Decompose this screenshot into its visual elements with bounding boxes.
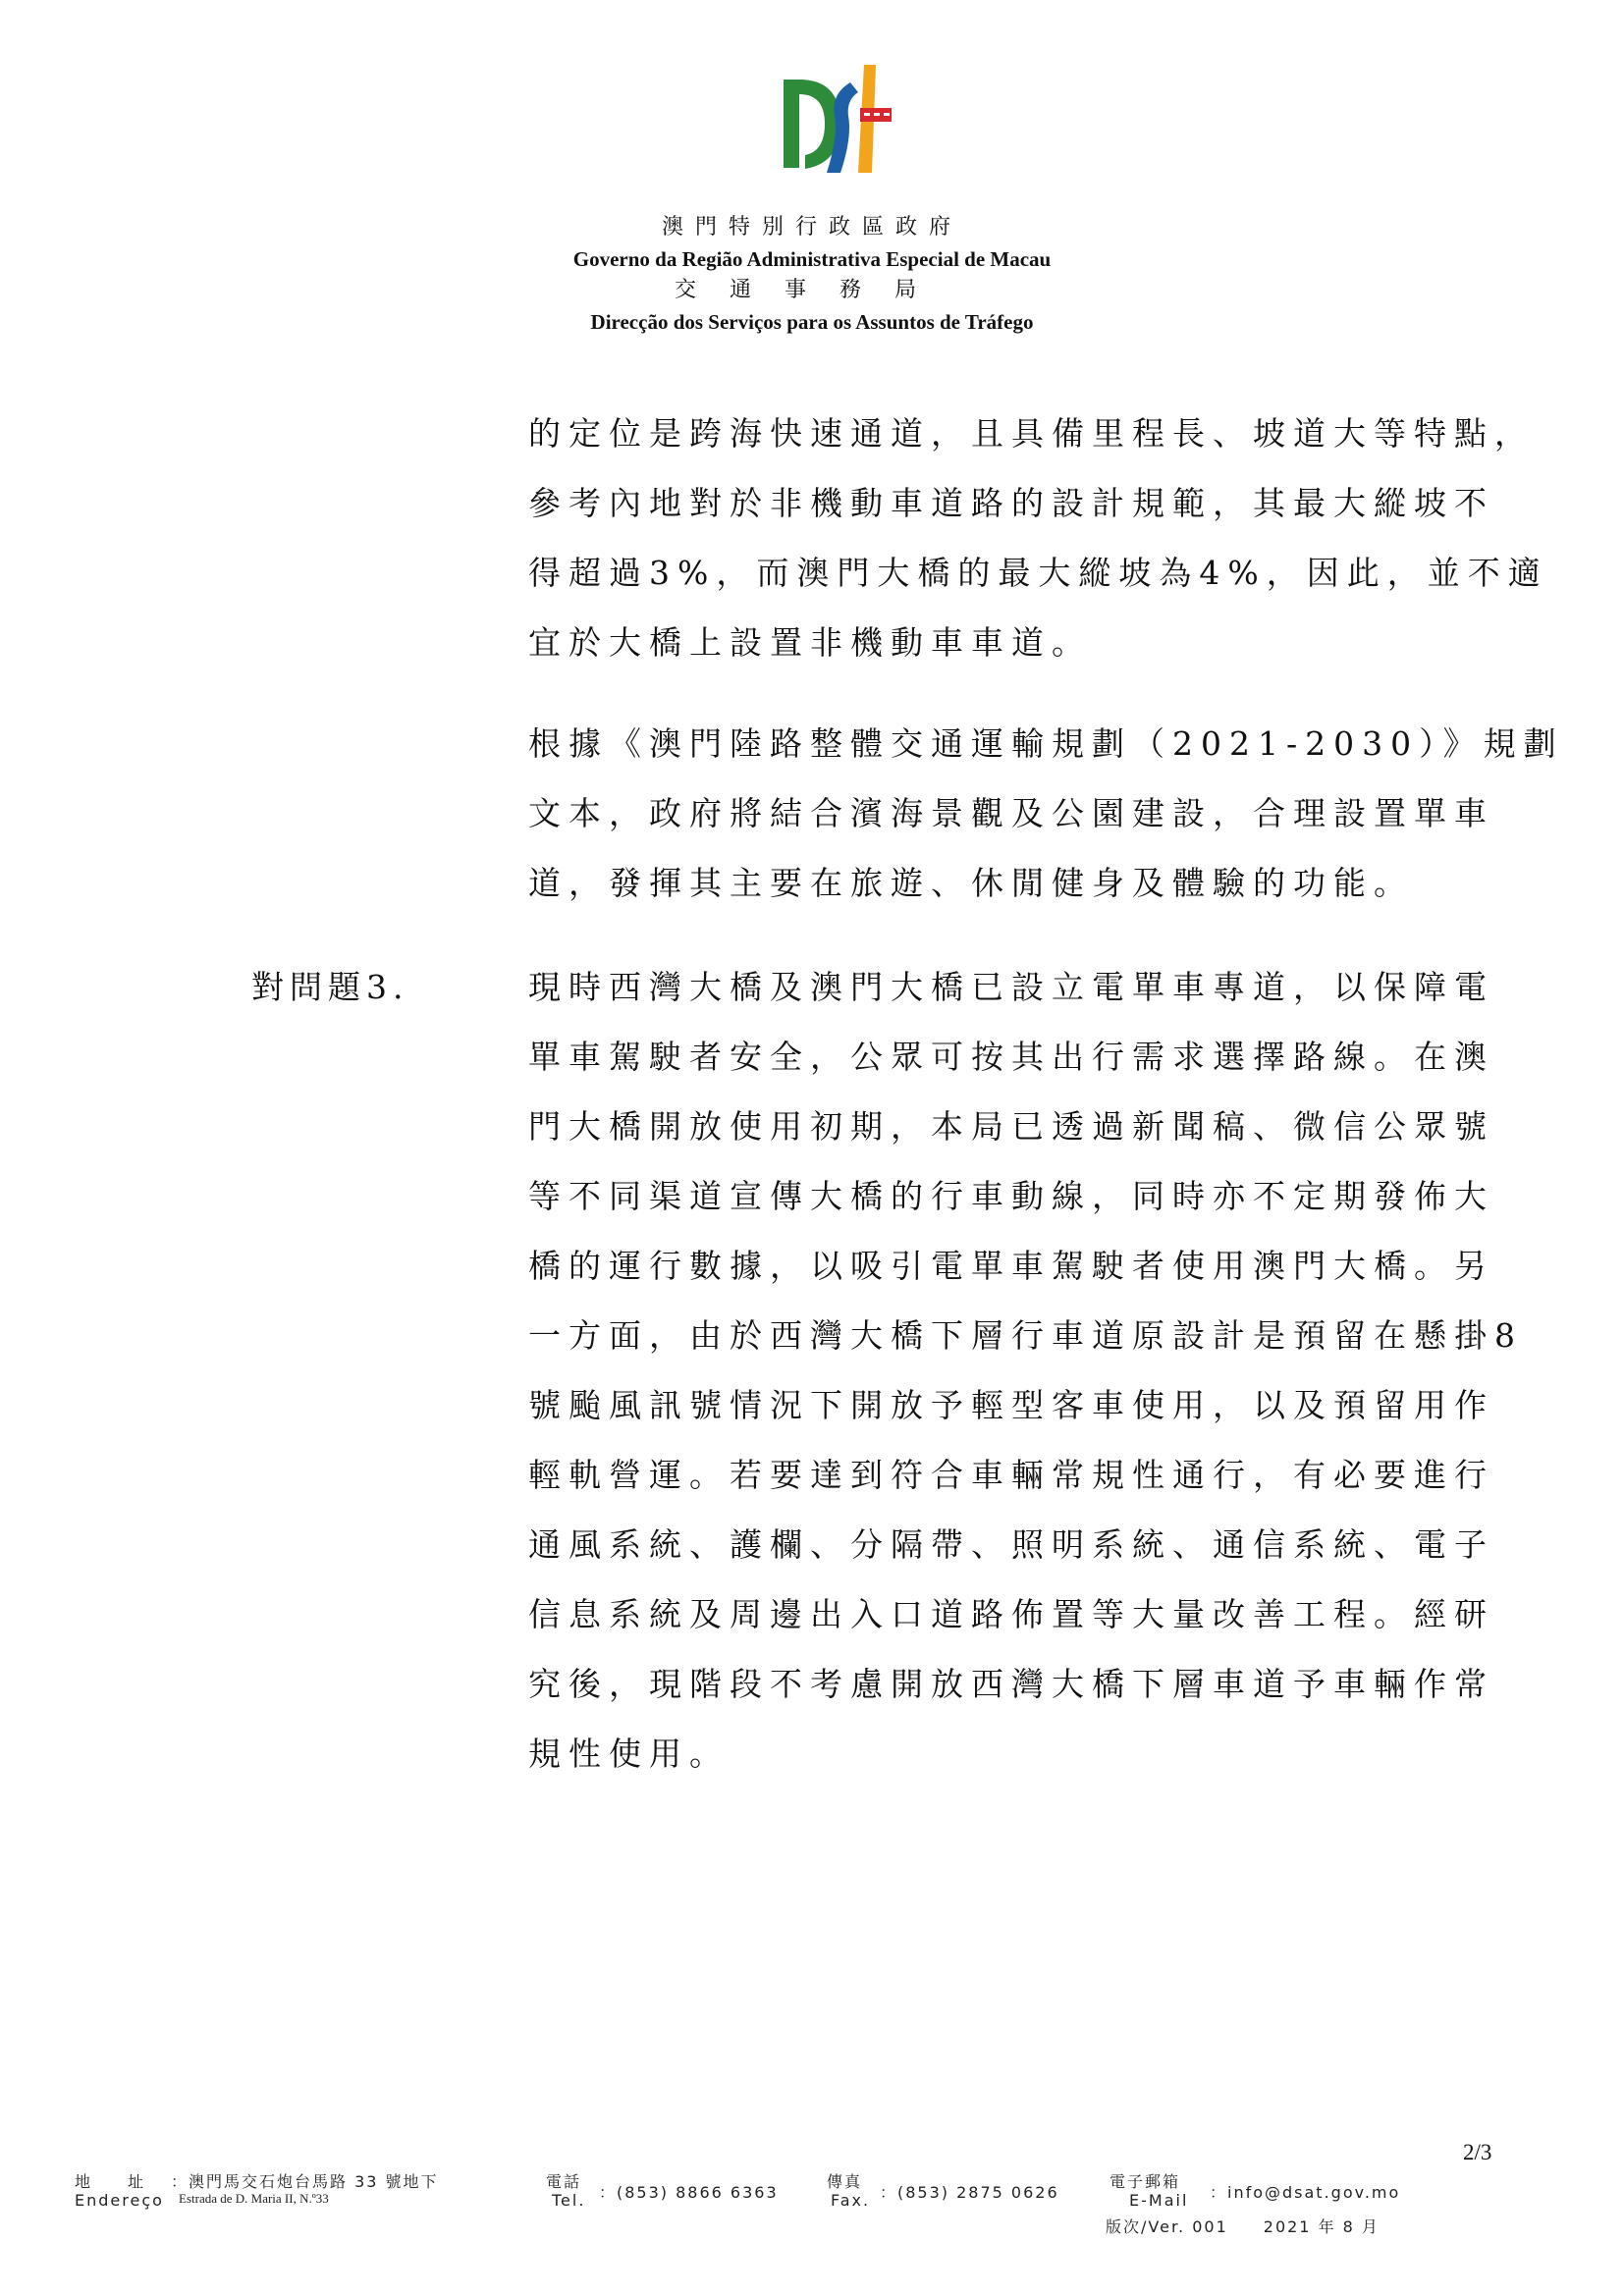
gov-name-zh: 澳門特別行政區政府 — [661, 215, 962, 240]
text-line: 號颱風訊號情況下開放予輕型客車使用，以及預留用作 — [528, 1386, 1494, 1424]
text-line: 參考內地對於非機動車道路的設計規範，其最大縱坡不 — [528, 484, 1494, 522]
version-info: 版次/Ver. 001 2021 年 8 月 — [1106, 2217, 1380, 2236]
fax-label-pt: Fax. — [831, 2191, 871, 2210]
gov-name-pt: Governo da Região Administrativa Especial de Macau — [572, 247, 1052, 271]
text-line: 一方面，由於西灣大橋下層行車道原設計是預留在懸掛8 — [528, 1316, 1523, 1355]
text-line: 通風系統、護欄、分隔帶、照明系統、通信系統、電子 — [528, 1525, 1494, 1564]
tel-label-zh: 電話 — [546, 2172, 582, 2191]
fax-label-zh: 傳真 — [827, 2172, 863, 2191]
text-line: 規性使用。 — [528, 1735, 730, 1773]
paragraph-3 — [528, 952, 1540, 1789]
text-line: 宜於大橋上設置非機動車車道。 — [528, 623, 1092, 662]
tel-number: ：(853) 8866 6363 — [599, 2183, 779, 2202]
address-label-zh: 地 址 — [75, 2172, 146, 2191]
address-pt: Estrada de D. Maria II, N.º33 — [179, 2191, 329, 2206]
question-3-label: 對問題3. — [251, 968, 409, 1006]
tel-label-pt: Tel. — [552, 2191, 586, 2210]
text-line: 單車駕駛者安全，公眾可按其出行需求選擇路線。在澳 — [528, 1038, 1494, 1076]
address-zh: ：澳門馬交石炮台馬路 33 號地下 — [171, 2172, 439, 2191]
text-line: 現時西灣大橋及澳門大橋已設立電單車專道，以保障電 — [528, 968, 1494, 1006]
address-label-pt: Endereço — [75, 2191, 164, 2210]
text-line: 道，發揮其主要在旅遊、休閒健身及體驗的功能。 — [528, 864, 1414, 902]
dept-name-zh: 交通事務局 — [674, 278, 949, 302]
email-address: ：info@dsat.gov.mo — [1210, 2183, 1401, 2202]
email-label-pt: E-Mail — [1129, 2191, 1189, 2210]
text-line: 根據《澳門陸路整體交通運輸規劃（2021-2030）》規劃 — [528, 724, 1564, 763]
text-line: 究後，現階段不考慮開放西灣大橋下層車道予車輛作常 — [528, 1665, 1494, 1703]
text-line: 橋的運行數據，以吸引電單車駕駛者使用澳門大橋。另 — [528, 1247, 1494, 1285]
paragraph-1 — [528, 399, 1548, 677]
email-label-zh: 電子郵箱 — [1110, 2172, 1181, 2191]
paragraph-2 — [528, 709, 1564, 918]
footer — [0, 2165, 1624, 2264]
text-line: 門大橋開放使用初期，本局已透過新聞稿、微信公眾號 — [528, 1107, 1494, 1146]
text-line: 得超過3%，而澳門大橋的最大縱坡為4%，因此，並不適 — [528, 554, 1548, 592]
text-line: 文本，政府將結合濱海景觀及公園建設，合理設置單車 — [528, 794, 1494, 832]
text-line: 的定位是跨海快速通道，且具備里程長、坡道大等特點， — [528, 414, 1535, 453]
text-line: 等不同渠道宣傳大橋的行車動線，同時亦不定期發佈大 — [528, 1177, 1494, 1215]
text-line: 輕軌營運。若要達到符合車輛常規性通行，有必要進行 — [528, 1456, 1494, 1494]
page-number: 2/3 — [1463, 2140, 1492, 2164]
dept-name-pt: Direcção dos Serviços para os Assuntos de Tráfego — [590, 310, 1034, 334]
text-line: 信息系統及周邊出入口道路佈置等大量改善工程。經研 — [528, 1595, 1494, 1633]
fax-number: ：(853) 2875 0626 — [880, 2183, 1059, 2202]
